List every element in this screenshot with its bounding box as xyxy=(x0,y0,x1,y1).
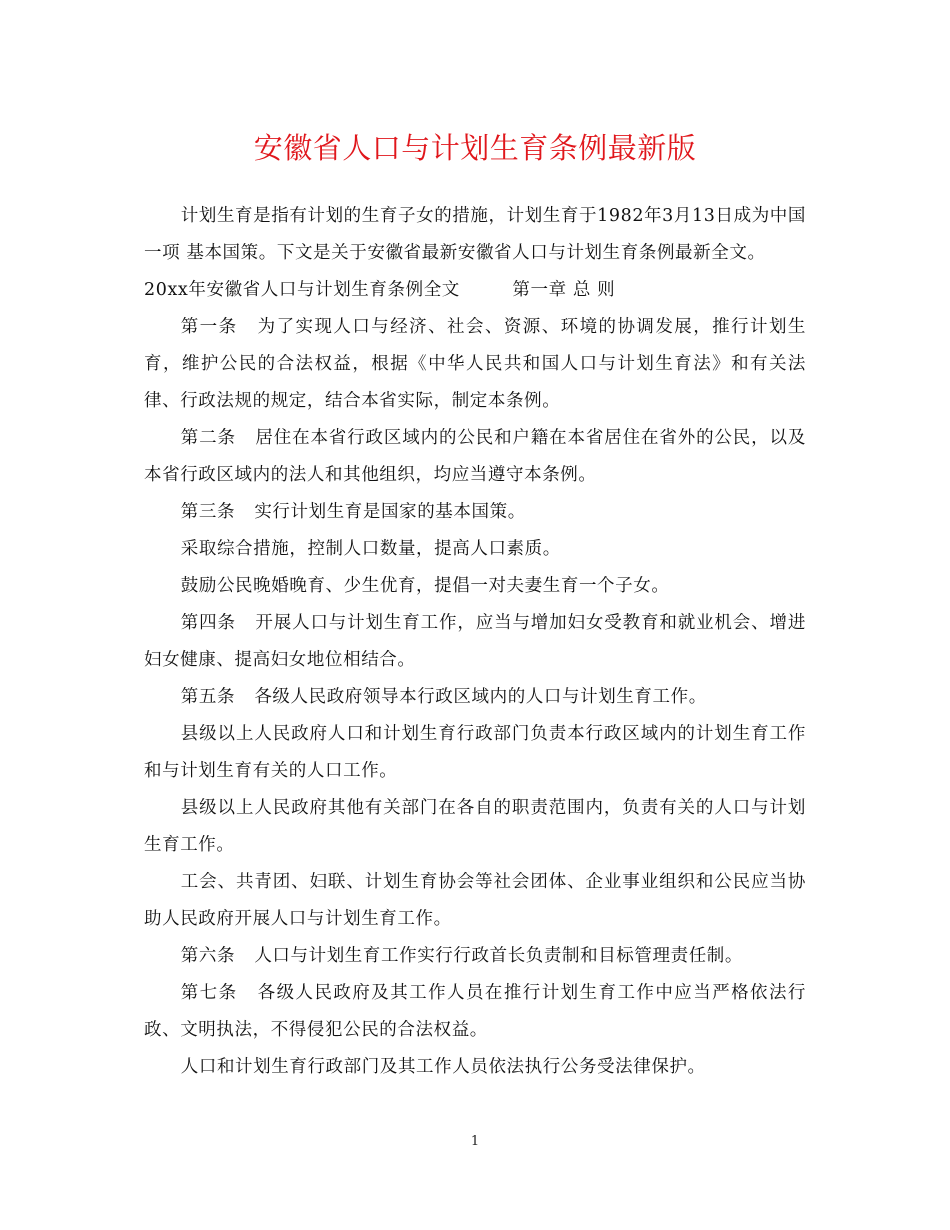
paragraph xyxy=(144,272,806,309)
article-number: 第一条 xyxy=(180,317,238,337)
article-paragraph xyxy=(144,975,806,1049)
paragraph-text: 人口与计划生育工作实行行政首长负责制和目标管理责任制。 xyxy=(254,946,744,966)
paragraph-text: 县级以上人民政府人口和计划生育行政部门负责本行政区域内的计划生育工作和与计划生育有关的人口工作。 xyxy=(144,724,806,781)
article-number: 第二条 xyxy=(180,428,236,448)
paragraph-text: 实行计划生育是国家的基本国策。 xyxy=(254,502,526,522)
paragraph-text: 各级人民政府领导本行政区域内的人口与计划生育工作。 xyxy=(254,687,707,707)
article-paragraph xyxy=(144,679,806,716)
article-number: 第三条 xyxy=(180,502,236,522)
paragraph-text: 居住在本省行政区域内的公民和户籍在本省居住在省外的公民，以及本省行政区域内的法人和其他组织，均应当遵守本条例。 xyxy=(144,428,806,485)
article-number: 第四条 xyxy=(180,613,236,633)
paragraph-text: 采取综合措施，控制人口数量，提高人口素质。 xyxy=(180,539,561,559)
article-paragraph xyxy=(144,605,806,679)
chapter-heading: 第一章 总 则 xyxy=(512,280,616,300)
paragraph xyxy=(144,568,806,605)
article-number: 第七条 xyxy=(180,983,238,1003)
paragraph-text: 开展人口与计划生育工作，应当与增加妇女受教育和就业机会、增进妇女健康、提高妇女地位相结合。 xyxy=(144,613,806,670)
document-body xyxy=(144,198,806,1086)
document-title: 安徽省人口与计划生育条例最新版 xyxy=(253,131,697,165)
paragraph-text: 计划生育是指有计划的生育子女的措施，计划生育于1982年3月13日成为中国一项 基本国策。下文是关于安徽省最新安徽省人口与计划生育条例最新全文。 xyxy=(144,206,806,263)
page-number: 1 xyxy=(470,1134,480,1149)
article-paragraph xyxy=(144,309,806,420)
paragraph xyxy=(144,198,806,272)
paragraph xyxy=(144,864,806,938)
paragraph xyxy=(144,716,806,790)
article-number: 第五条 xyxy=(180,687,236,707)
paragraph-text: 20xx年安徽省人口与计划生育条例全文 xyxy=(144,280,460,300)
paragraph xyxy=(144,790,806,864)
paragraph-text: 为了实现人口与经济、社会、资源、环境的协调发展，推行计划生育，维护公民的合法权益，根据《中华人民共和国人口与计划生育法》和有关法律、行政法规的规定，结合本省实际，制定本条例。 xyxy=(144,317,806,411)
paragraph-text: 人口和计划生育行政部门及其工作人员依法执行公务受法律保护。 xyxy=(180,1057,706,1077)
article-paragraph xyxy=(144,938,806,975)
paragraph xyxy=(144,1049,806,1086)
paragraph-text: 鼓励公民晚婚晚育、少生优育，提倡一对夫妻生育一个子女。 xyxy=(180,576,670,596)
paragraph-text: 县级以上人民政府其他有关部门在各自的职责范围内，负责有关的人口与计划生育工作。 xyxy=(144,798,806,855)
article-number: 第六条 xyxy=(180,946,236,966)
article-paragraph xyxy=(144,494,806,531)
paragraph-text: 各级人民政府及其工作人员在推行计划生育工作中应当严格依法行政、文明执法，不得侵犯公民的合法权益。 xyxy=(144,983,806,1040)
article-paragraph xyxy=(144,420,806,494)
paragraph xyxy=(144,531,806,568)
paragraph-text: 工会、共青团、妇联、计划生育协会等社会团体、企业事业组织和公民应当协助人民政府开展人口与计划生育工作。 xyxy=(144,872,806,929)
